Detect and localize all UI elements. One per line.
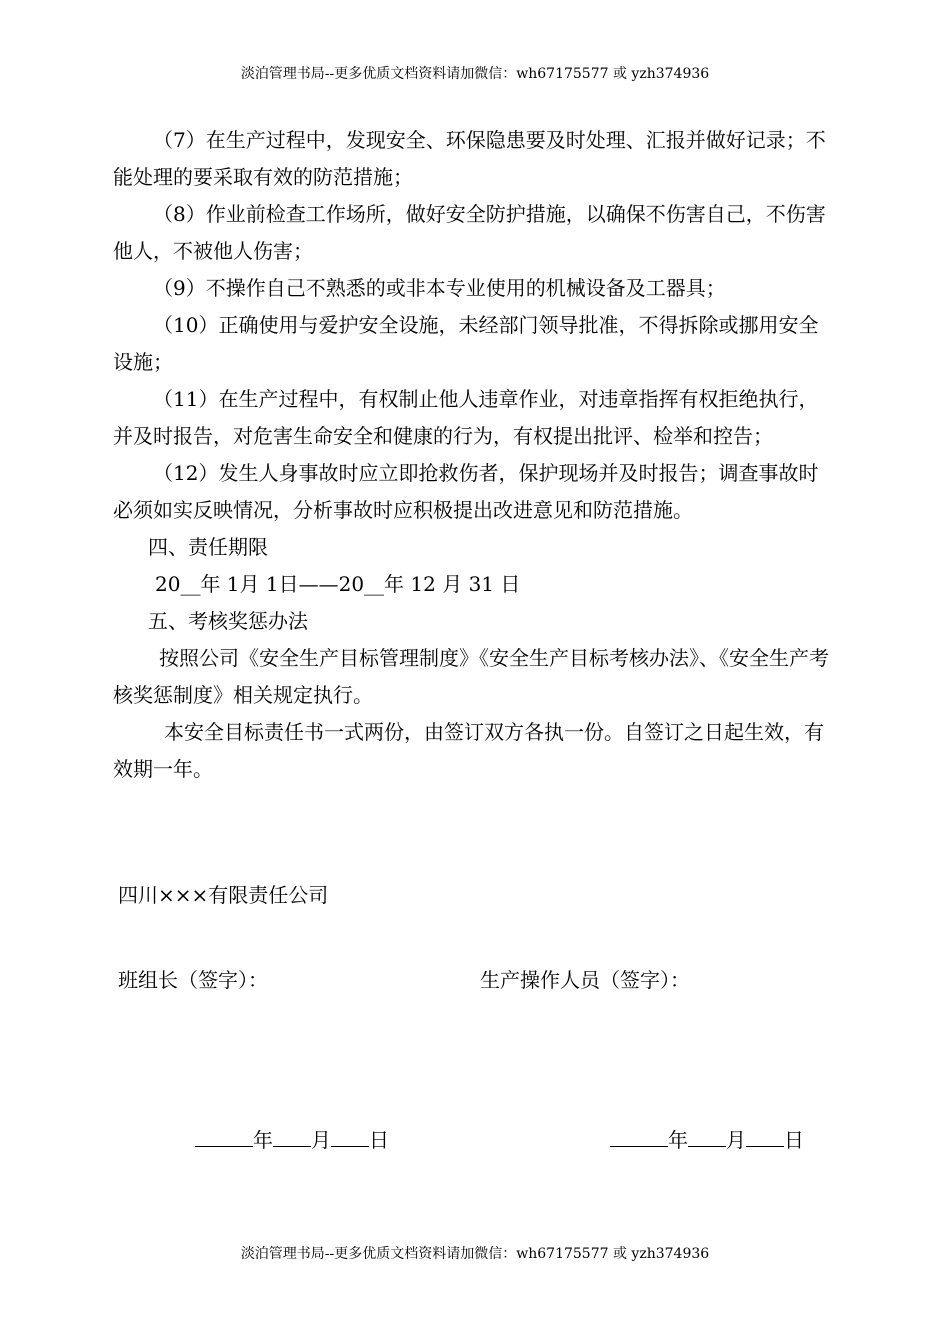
day-label: 日 [369, 1128, 389, 1152]
responsibility-term: 20__年 1月 1日——20__年 12 月 31 日 [155, 572, 521, 596]
assessment-method: 按照公司《安全生产目标管理制度》《安全生产目标考核办法》、《安全生产考核奖惩制度》相关规定执行。 [113, 646, 829, 707]
page-footer: 淡泊管理书局--更多优质文档资料请加微信：wh67175577 或 yzh374936 [240, 1246, 710, 1262]
day-blank[interactable] [331, 1124, 369, 1147]
document-body [113, 122, 838, 788]
clause-9: （9）不操作自己不熟悉的或非本专业使用的机械设备及工器具； [153, 276, 726, 300]
year-label: 年 [668, 1128, 688, 1152]
clause-11: （11）在生产过程中，有权制止他人违章作业，对违章指挥有权拒绝执行，并及时报告，对危害生命安全和健康的行为，有权提出批评、检举和控告； [113, 387, 819, 448]
page-header: 淡泊管理书局--更多优质文档资料请加微信：wh67175577 或 yzh374936 [240, 66, 710, 82]
section-4-title: 四、责任期限 [148, 535, 268, 559]
month-blank[interactable] [688, 1124, 726, 1147]
clause-7: （7）在生产过程中，发现安全、环保隐患要及时处理、汇报并做好记录；不能处理的要采取有效的防范措施； [113, 128, 826, 189]
month-label: 月 [726, 1128, 746, 1152]
day-blank[interactable] [746, 1124, 784, 1147]
section-5-title: 五、考核奖惩办法 [148, 609, 308, 633]
day-label: 日 [784, 1128, 804, 1152]
clause-8: （8）作业前检查工作场所，做好安全防护措施，以确保不伤害自己，不伤害他人，不被他人伤害； [113, 202, 826, 263]
year-blank[interactable] [610, 1124, 668, 1147]
clause-10: （10）正确使用与爱护安全设施，未经部门领导批准，不得拆除或挪用安全设施； [113, 313, 819, 374]
team-leader-signature-label: 班组长（签字）： [118, 968, 268, 992]
year-blank[interactable] [195, 1124, 253, 1147]
year-label: 年 [253, 1128, 273, 1152]
operator-date-line [610, 1124, 804, 1155]
operator-signature-label: 生产操作人员（签字）： [480, 968, 690, 992]
team-leader-date-line [195, 1124, 389, 1155]
closing-statement: 本安全目标责任书一式两份，由签订双方各执一份。自签订之日起生效，有效期一年。 [113, 720, 824, 781]
clause-12: （12）发生人身事故时应立即抢救伤者，保护现场并及时报告；调查事故时必须如实反映情况，分析事故时应积极提出改进意见和防范措施。 [113, 461, 819, 522]
month-blank[interactable] [273, 1124, 311, 1147]
month-label: 月 [311, 1128, 331, 1152]
company-name: 四川×××有限责任公司 [118, 883, 329, 907]
